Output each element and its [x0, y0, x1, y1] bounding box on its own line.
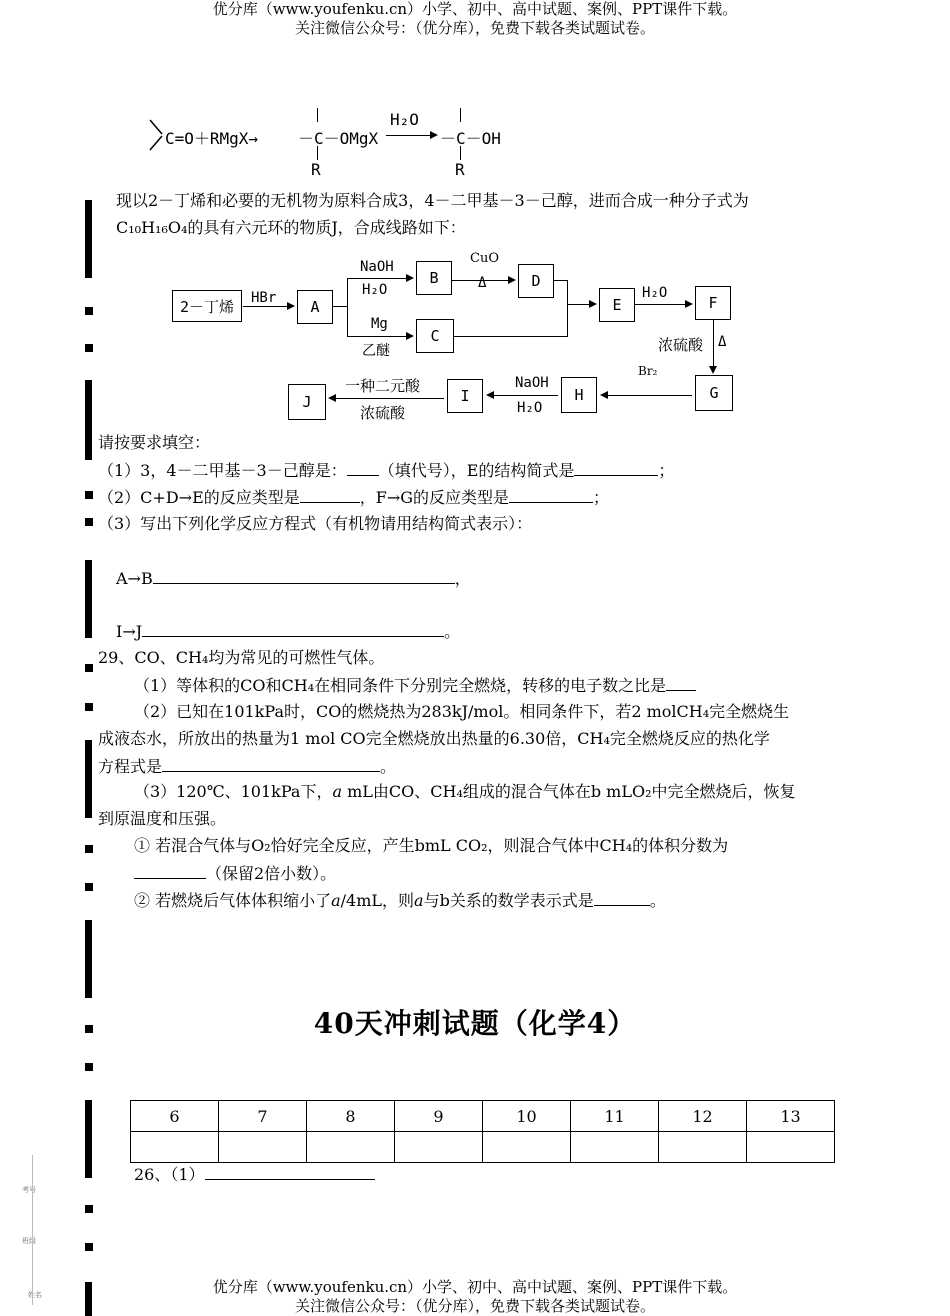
node-B: B [416, 261, 452, 295]
answer-blank-electron-ratio[interactable] [666, 674, 696, 691]
q28-ij-label: I→J [116, 622, 143, 641]
footer-line-1: 优分库（www.youfenku.cn）小学、初中、高中试题、案例、PPT课件下载。 [212, 1278, 738, 1296]
q28-ab [116, 567, 471, 590]
answer-cell[interactable] [395, 1132, 483, 1163]
q29-p2c [98, 755, 396, 778]
q29-p3a [134, 781, 796, 803]
answer-blank-ab[interactable] [153, 567, 455, 584]
arrow-to-G-line [713, 320, 714, 368]
binding-bar [85, 380, 92, 460]
arrow-to-F [635, 304, 691, 305]
reagent-cuo: CuO [470, 251, 499, 266]
q29-s2-var2: a [414, 891, 424, 910]
answer-blank-thermo-eq[interactable] [162, 755, 380, 772]
q29-s2 [134, 889, 666, 912]
column-header: 12 [659, 1101, 747, 1132]
arrow-to-G-head [709, 366, 717, 374]
q28-p2b: ，F→G的反应类型是 [359, 488, 510, 507]
reagent-mg: Mg [371, 316, 388, 332]
node-D: D [518, 264, 554, 298]
q29-p3a-pre: （3）120℃、101kPa下， [134, 782, 333, 801]
q29-s2-pre: ② 若燃烧后气体体积缩小了 [134, 891, 332, 910]
answer-cell[interactable] [131, 1132, 219, 1163]
q29-s2-var: a [331, 891, 341, 910]
q29-p1 [134, 674, 696, 697]
q28-part2 [98, 486, 609, 509]
q29-p2d: 。 [380, 757, 397, 776]
header-line-1: 优分库（www.youfenku.cn）小学、初中、高中试题、案例、PPT课件下载。 [212, 0, 738, 18]
intro-line-1: 现以2－丁烯和必要的无机物为原料合成3，4－二甲基－3－己醇，进而合成一种分子式为 [116, 191, 749, 210]
q28-ij-end: 。 [444, 622, 461, 641]
grignard-part3: －C－OH [440, 129, 501, 148]
node-H: H [561, 377, 597, 413]
answer-blank-q26-1[interactable] [205, 1163, 375, 1180]
binding-square [85, 1063, 93, 1071]
side-label-class: 班级 [22, 1237, 36, 1245]
arrow-to-H [602, 395, 692, 396]
side-label-id: 考号 [22, 1186, 36, 1194]
binding-square [85, 664, 93, 672]
bond-down-2 [460, 146, 461, 160]
node-A: A [297, 290, 333, 324]
grignard-reagent: H₂O [390, 110, 419, 129]
arrow-to-C [347, 336, 412, 337]
binding-square [85, 845, 93, 853]
table-header-row [131, 1101, 835, 1132]
binding-bar [85, 200, 92, 278]
answer-blank-ij[interactable] [142, 620, 444, 637]
q29-p3b: 到原温度和压强。 [98, 809, 227, 828]
q26-label: 26、（1） [134, 1165, 205, 1184]
reagent-conc-h2so4: 浓硫酸 [658, 336, 704, 354]
q29-s2-end: 。 [649, 891, 666, 910]
q28-p1a: （1）3，4－二甲基－3－己醇是： [98, 461, 347, 480]
answer-blank-e-structure[interactable] [574, 459, 658, 476]
answer-table [130, 1100, 835, 1163]
answer-cell[interactable] [571, 1132, 659, 1163]
q29-p2c-text: 方程式是 [98, 757, 163, 776]
table-answer-row [131, 1132, 835, 1163]
answer-cell[interactable] [747, 1132, 835, 1163]
q29-p2b: 成液态水，所放出的热量为1 mol CO完全燃烧放出热量的6.30倍，CH₄完全燃烧反应的热化学 [98, 729, 770, 748]
q29-s1b-text: （保留2倍小数）。 [206, 864, 337, 883]
q28-p2a: （2）C+D→E的反应类型是 [98, 488, 300, 507]
binding-square [85, 518, 93, 526]
branch-vertical [347, 278, 348, 336]
q28-ab-end: ， [454, 569, 471, 588]
merge-vertical [567, 280, 568, 336]
answer-cell[interactable] [483, 1132, 571, 1163]
arrow-to-I [488, 395, 558, 396]
grignard-r1: R [311, 160, 321, 179]
answer-sheet-title: 40天冲刺试题（化学4） [313, 1007, 637, 1040]
binding-square [85, 883, 93, 891]
reagent-h2o-2: H₂O [642, 285, 668, 301]
q29-s2-post: 与b关系的数学表示式是 [423, 891, 594, 910]
side-label-name: 姓名 [28, 1291, 42, 1299]
binding-bar [85, 920, 92, 998]
q29-s1b [134, 862, 336, 885]
header-line-2: 关注微信公众号：（优分库），免费下载各类试题试卷。 [294, 19, 655, 37]
reagent-conc-h2so4-2: 浓硫酸 [360, 404, 406, 422]
q26-line [134, 1163, 375, 1186]
binding-square [85, 307, 93, 315]
binding-square [85, 1243, 93, 1251]
intro-line-2: C₁₀H₁₆O₄的具有六元环的物质J，合成线路如下： [116, 218, 466, 237]
heat-delta-2: Δ [718, 334, 727, 350]
reagent-diacid: 一种二元酸 [345, 377, 421, 395]
node-C: C [416, 319, 454, 353]
binding-bar [85, 1100, 92, 1178]
binding-square [85, 703, 93, 711]
arrow-to-E [567, 304, 595, 305]
reagent-hbr: HBr [251, 290, 277, 306]
reagent-naoh-2: NaOH [515, 375, 549, 391]
arrow-to-J [330, 398, 444, 399]
merge-bottom [454, 336, 568, 337]
binding-bar [85, 560, 92, 638]
answer-cell[interactable] [307, 1132, 395, 1163]
column-header: 13 [747, 1101, 835, 1132]
node-I: I [447, 379, 483, 413]
column-header: 8 [307, 1101, 395, 1132]
q28-p2c: ； [593, 488, 610, 507]
reagent-br2: Br₂ [638, 364, 658, 378]
q29-s1: ① 若混合气体与O₂恰好完全反应，产生bmL CO₂，则混合气体中CH₄的体积分数为 [134, 836, 729, 855]
binding-bar [85, 740, 92, 818]
q28-p1c: ； [658, 461, 675, 480]
answer-blank-reaction-type-2[interactable] [509, 486, 593, 503]
answer-blank-ch4-fraction[interactable] [134, 862, 206, 879]
answer-blank-code[interactable] [347, 459, 379, 476]
binding-square [85, 1205, 93, 1213]
q28-ab-label: A→B [116, 569, 153, 588]
binding-square [85, 491, 93, 499]
node-E: E [599, 288, 635, 322]
grignard-arrow [386, 135, 436, 136]
column-header: 7 [219, 1101, 307, 1132]
node-2-butene: 2－丁烯 [172, 290, 242, 322]
arrow-to-D [452, 280, 514, 281]
q29-p3a-post: mL由CO、CH₄组成的混合气体在b mLO₂中完全燃烧后，恢复 [342, 782, 796, 801]
answer-blank-a-b-relation[interactable] [594, 889, 650, 906]
q28-ij [116, 620, 460, 643]
grignard-r2: R [455, 160, 465, 179]
reagent-naoh-1: NaOH [360, 259, 394, 275]
arrow-to-A [243, 306, 293, 307]
answer-cell[interactable] [659, 1132, 747, 1163]
q28-p3: （3）写出下列化学反应方程式（有机物请用结构简式表示）： [98, 514, 533, 533]
column-header: 6 [131, 1101, 219, 1132]
q29-head: 29、CO、CH₄均为常见的可燃性气体。 [98, 648, 385, 667]
column-header: 10 [483, 1101, 571, 1132]
reagent-h2o-1: H₂O [362, 282, 388, 298]
column-header: 9 [395, 1101, 483, 1132]
column-header: 11 [571, 1101, 659, 1132]
reagent-ether: 乙醚 [362, 343, 390, 359]
node-F: F [695, 286, 731, 320]
q28-part1 [98, 459, 674, 482]
answer-cell[interactable] [219, 1132, 307, 1163]
arrow-to-B [347, 278, 412, 279]
q29-s2-mid: /4mL，则 [340, 891, 415, 910]
bond-up-2 [460, 108, 461, 122]
q29-p3a-var: a [332, 782, 342, 801]
grignard-part1: C=O＋RMgX→ [165, 129, 259, 148]
node-J: J [288, 384, 326, 420]
grignard-part2: －C－OMgX [298, 129, 379, 148]
q29-p2a: （2）已知在101kPa时，CO的燃烧热为283kJ/mol。相同条件下，若2 molCH₄完全燃烧生 [134, 702, 790, 721]
bond-up-1 [317, 108, 318, 122]
branch-stem [333, 306, 347, 307]
reagent-h2o-3: H₂O [517, 400, 543, 416]
bond-down-1 [317, 146, 318, 160]
q28-prompt: 请按要求填空： [98, 433, 211, 452]
merge-top [554, 280, 568, 281]
node-G: G [695, 375, 733, 411]
q29-p1-text: （1）等体积的CO和CH₄在相同条件下分别完全燃烧，转移的电子数之比是 [134, 676, 667, 695]
answer-blank-reaction-type-1[interactable] [300, 486, 360, 503]
binding-square [85, 344, 93, 352]
q28-p1b: （填代号），E的结构简式是 [378, 461, 575, 480]
heat-delta-1: Δ [478, 275, 487, 291]
footer-line-2: 关注微信公众号：（优分库），免费下载各类试题试卷。 [294, 1297, 655, 1315]
